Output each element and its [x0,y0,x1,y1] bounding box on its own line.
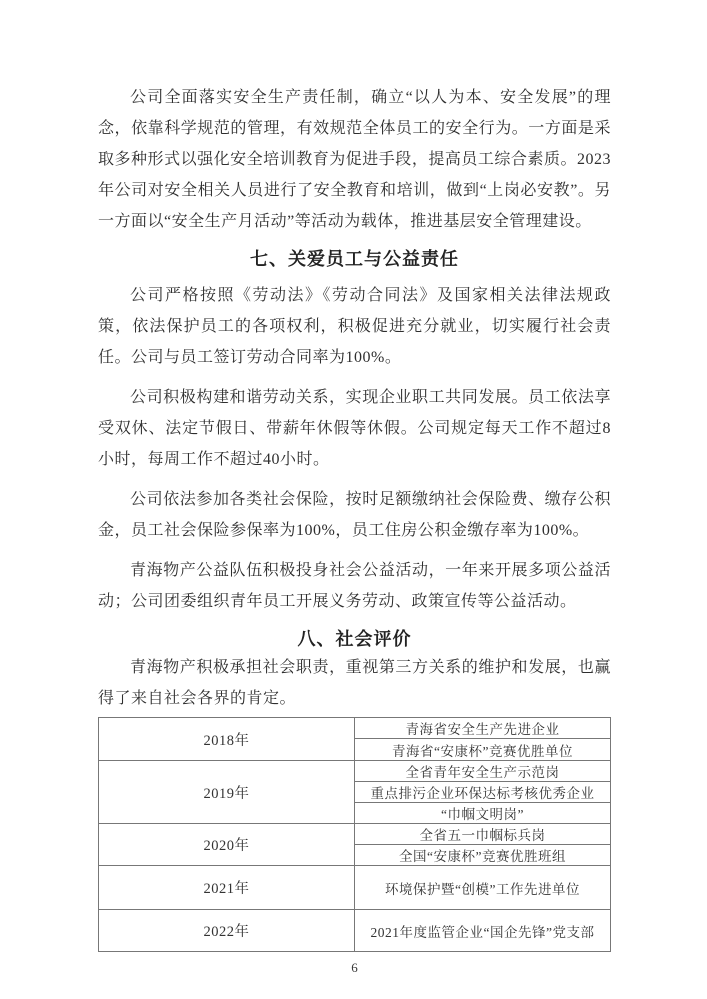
table-row [99,824,611,845]
section-heading-employee-welfare: 七、关爱员工与公益责任 [250,249,459,269]
award-item: 2021年度监管企业“国企先锋”党支部 [355,910,611,952]
paragraph-social-evaluation: 青海物产积极承担社会职责，重视第三方关系的维护和发展，也赢得了来自社会各界的肯定。 [98,659,611,707]
award-item: 青海省“安康杯”竞赛优胜单位 [355,739,611,761]
page-number: 6 [351,960,358,975]
table-row [99,718,611,739]
award-item: 全省青年安全生产示范岗 [355,761,611,782]
table-row [99,910,611,952]
award-item: 青海省安全生产先进企业 [355,718,611,739]
award-year-2019: 2019年 [99,761,355,824]
section-heading-social-evaluation: 八、社会评价 [297,629,412,649]
award-item: 全省五一巾帼标兵岗 [355,824,611,845]
award-item: 全国“安康杯”竞赛优胜班组 [355,845,611,866]
paragraph-work-hours: 公司积极构建和谐劳动关系，实现企业职工共同发展。员工依法享受双休、法定节假日、带薪年休假等休假。公司规定每天工作不超过8小时，每周工作不超过40小时。 [98,389,611,468]
award-item: 重点排污企业环保达标考核优秀企业 [355,782,611,803]
award-year-2021: 2021年 [99,866,355,910]
table-row [99,866,611,910]
award-item: 环境保护暨“创模”工作先进单位 [355,866,611,910]
table-row [99,761,611,782]
award-year-2020: 2020年 [99,824,355,866]
paragraph-labor-law: 公司严格按照《劳动法》《劳动合同法》及国家相关法律法规政策，依法保护员工的各项权利，积极促进充分就业，切实履行社会责任。公司与员工签订劳动合同率为100%。 [98,287,611,366]
award-year-2022: 2022年 [99,910,355,952]
paragraph-social-insurance: 公司依法参加各类社会保险，按时足额缴纳社会保险费、缴存公积金，员工社会保险参保率为100%，员工住房公积金缴存率为100%。 [98,491,611,539]
awards-table [98,717,611,952]
award-item: “巾帼文明岗” [355,803,611,824]
award-year-2018: 2018年 [99,718,355,761]
paragraph-safety-production: 公司全面落实安全生产责任制，确立“以人为本、安全发展”的理念，依靠科学规范的管理，有效规范全体员工的安全行为。一方面是采取多种形式以强化安全培训教育为促进手段，提高员工综合素质。2023年公司对安全相关人员进行了安全教育和培训，做到“上岗必安教”。另一方面以“安全生产月活动”等活动为载体，推进基层安全管理建设。 [98,89,611,230]
paragraph-public-welfare: 青海物产公益队伍积极投身社会公益活动，一年来开展多项公益活动；公司团委组织青年员工开展义务劳动、政策宣传等公益活动。 [98,562,611,610]
